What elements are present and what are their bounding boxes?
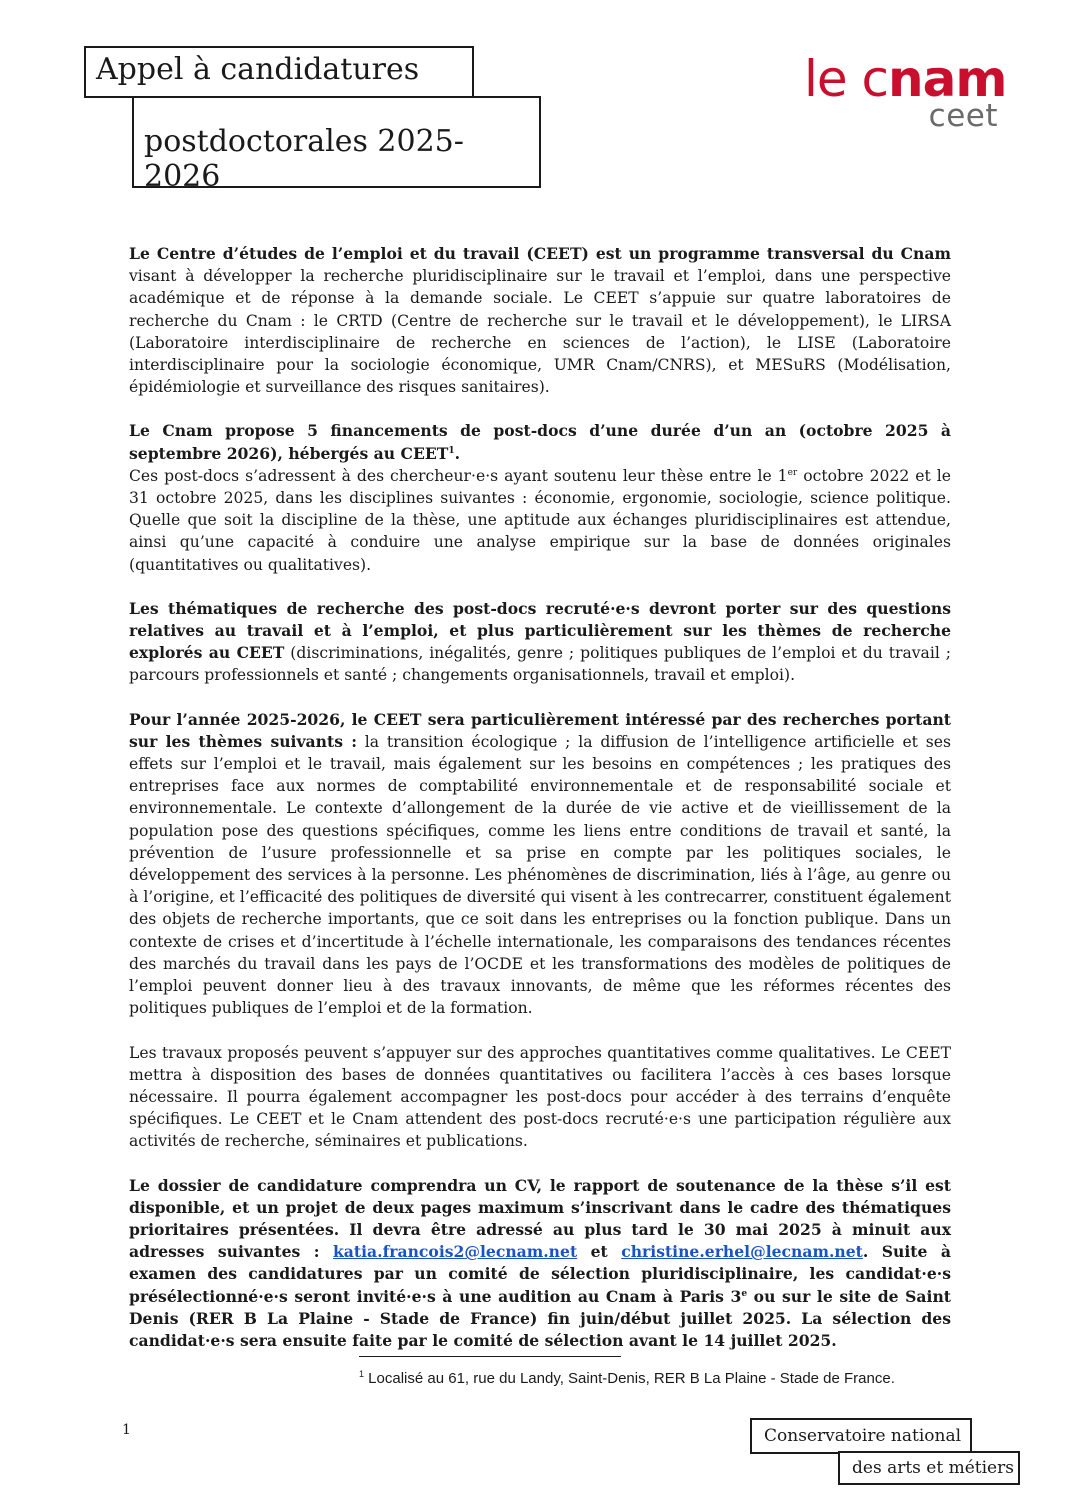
- paragraph-themes: [129, 598, 951, 687]
- document-body: [129, 243, 951, 1374]
- ordinal-er: er: [787, 467, 798, 478]
- footnote-ref: 1: [448, 445, 455, 456]
- priorities-text: la transition écologique ; la diffusion de l’intelligence artificielle et ses effets sur l’emploi et le travail, mais également sur les besoins en compétences ; les pratiques des entreprises face aux normes de comptabilité environnementale et de responsabilité sociale et environnementale. Le contexte d’allongement de la durée de vie active et de vieillissement de la population pose des questions spécifiques, comme les liens entre conditions de travail et santé, la prévention de l’usure professionnelle et sa prise en compte par les politiques sociales, le développement des services à la personne. Les phénomènes de discrimination, liés à l’âge, au genre ou à l’origine, et l’efficacité des politiques de diversité qui visent à les contrecarrer, constituent également des objets de recherche importants, que ce soit dans les entreprises ou la fonction publique. Dans un contexte de crises et d’incertitude à l’échelle internationale, les comparaisons des tendances récentes des marchés du travail dans les pays de l’OCDE et les transformations des modèles de politiques de l’emploi peuvent donner lieu à des travaux innovants, de même que les réformes récentes des politiques publiques de l’emploi et de la formation.: [129, 732, 951, 1018]
- funding-text-b: octobre 2022 et le 31 octobre 2025, dans les disciplines suivantes : économie, ergonomie, sociologie, science politique. Quelle que soit la discipline de la thèse, une aptitude aux échanges pluridisciplinaires est attendue, ainsi qu’une capacité à conduire une analyse empirique sur la base de données originales (quantitatives ou qualitatives).: [129, 466, 951, 574]
- paragraph-funding: [129, 420, 951, 575]
- footnote-separator: [359, 1356, 621, 1357]
- footnote: [359, 1370, 895, 1387]
- funding-bold: [129, 421, 951, 462]
- application-text-b: et: [577, 1242, 622, 1262]
- priorities-bold: Pour l’année 2025-2026, le CEET sera particulièrement intéressé par des recherches portant sur les thèmes suivants :: [129, 709, 951, 751]
- logo-le-text: le c: [804, 50, 889, 108]
- funding-bold-text: Le Cnam propose 5 financements de post-docs d’une durée d’un an (octobre 2025 à septembre 2026), hébergés au CEET: [129, 421, 951, 463]
- email-link-katia[interactable]: katia.francois2@lecnam.net: [333, 1242, 578, 1262]
- paragraph-priorities: [129, 709, 951, 1020]
- methods-text: Les travaux proposés peuvent s’appuyer sur des approches quantitatives comme qualitatives. Le CEET mettra à disposition des bases de données quantitatives ou facilitera l’accès à ces bases lorsque nécessaire. Il pourra également accompagner les post-docs pour accéder à des terrains d’enquête spécifiques. Le CEET et le Cnam attendent des post-docs recruté·e·s une participation régulière aux activités de recherche, séminaires et publications.: [129, 1043, 951, 1151]
- footer-box-line1: [750, 1418, 972, 1454]
- themes-bold: Les thématiques de recherche des post-docs recruté·e·s devront porter sur des questions relatives au travail et à l’emploi, et plus particulièrement sur les thèmes de recherche explorés au CEET: [129, 598, 951, 663]
- footnote-marker: 1: [359, 1369, 365, 1379]
- cnam-logo: [804, 50, 1007, 140]
- footnote-text: Localisé au 61, rue du Landy, Saint-Denis, RER B La Plaine - Stade de France.: [364, 1370, 895, 1387]
- intro-bold: Le Centre d’études de l’emploi et du travail (CEET) est un programme transversal du Cnam: [129, 244, 951, 263]
- application-bold: [129, 1176, 951, 1350]
- themes-text: (discriminations, inégalités, genre ; politiques publiques de l’emploi et du travail ; parcours professionnels et santé ; changements organisationnels, travail et emploi).: [129, 644, 951, 685]
- logo-nam-text: nam: [888, 50, 1007, 108]
- footer-line2: des arts et métiers: [852, 1458, 1014, 1478]
- logo-ceet-text: ceet: [928, 98, 998, 134]
- title-line1: Appel à candidatures: [96, 52, 420, 87]
- application-text-d: ou sur le site de Saint Denis (RER B La Plaine - Stade de France) fin juin/début juillet 2025. La sélection des candidat·e·s sera ensuite faite par le comité de sélection avant le 14 juillet 2025.: [129, 1286, 951, 1350]
- page-number: 1: [122, 1422, 131, 1438]
- paragraph-methods: [129, 1042, 951, 1153]
- application-text-c: . Suite à examen des candidatures par un comité de sélection pluridisciplinaire, les candidat·e·s présélectionné·e·s seront invité·e·s à une audition au Cnam à Paris 3: [129, 1242, 951, 1306]
- title-line2: postdoctorales 2025-2026: [144, 124, 464, 194]
- title-box-line1: [84, 46, 474, 98]
- funding-text-a: Ces post-docs s’adressent à des chercheur·e·s ayant soutenu leur thèse entre le 1: [129, 466, 788, 485]
- paragraph-application: [129, 1175, 951, 1353]
- footer-line1: Conservatoire national: [764, 1426, 962, 1446]
- email-link-christine[interactable]: christine.erhel@lecnam.net: [621, 1242, 863, 1262]
- title-box-line2: [132, 96, 541, 194]
- funding-bold-end: .: [454, 443, 461, 463]
- paragraph-intro: [129, 243, 951, 398]
- intro-text: visant à développer la recherche pluridisciplinaire sur le travail et l’emploi, dans une perspective académique et de réponse à la demande sociale. Le CEET s’appuie sur quatre laboratoires de recherche du Cnam : le CRTD (Centre de recherche sur le travail et le développement), le LIRSA (Laboratoire interdisciplinaire de recherche en sciences de l’action), le LISE (Laboratoire interdisciplinaire pour la sociologie économique, UMR Cnam/CNRS), et MESuRS (Modélisation, épidémiologie et surveillance des risques sanitaires).: [129, 267, 951, 397]
- footer-box-line2: [838, 1451, 1020, 1485]
- ordinal-e: e: [741, 1288, 748, 1299]
- application-text-a: Le dossier de candidature comprendra un CV, le rapport de soutenance de la thèse s’il est disponible, et un projet de deux pages maximum s’inscrivant dans le cadre des thématiques prioritaires présentées. Il devra être adressé au plus tard le 30 mai 2025 à minuit aux adresses suivantes :: [129, 1175, 951, 1262]
